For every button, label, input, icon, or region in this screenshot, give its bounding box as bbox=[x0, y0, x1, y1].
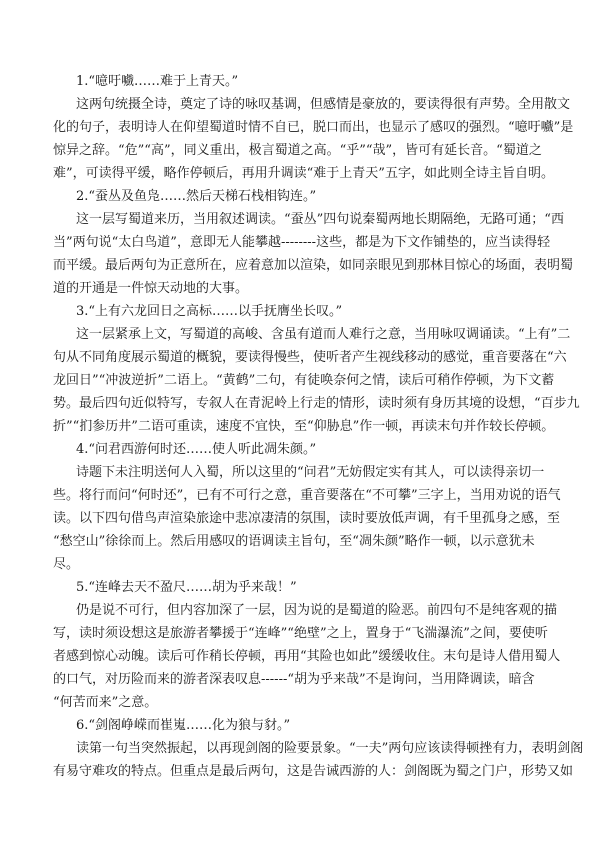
paragraph-line: 读第一句当突然振起，以再现剑阁的险要景象。“一夫”两句应该读得顿挫有力，表明剑阁 bbox=[76, 741, 584, 756]
paragraph-line: 写，读时须设想这是旅游者攀援于“连峰”“绝壁”之上，置身于“飞湍瀑流”之间，要使听 bbox=[53, 626, 548, 641]
section-heading: 6.“剑阁峥嵘而崔嵬……化为狼与豺。” bbox=[76, 718, 291, 733]
paragraph-line: 句从不同角度展示蜀道的概貌，要读得慢些，使听者产生视线移动的感觉，重音要落在“六 bbox=[53, 350, 567, 365]
paragraph-line: 这两句统摄全诗，奠定了诗的咏叹基调，但感情是豪放的，要读得很有声势。全用散文 bbox=[76, 97, 571, 112]
paragraph-line: 仍是说不可行，但内容加深了一层，因为说的是蜀道的险恶。前四句不是纯客观的描 bbox=[76, 603, 558, 618]
section-heading: 5.“连峰去天不盈尺……胡为乎来哉！” bbox=[76, 580, 297, 595]
paragraph-line: 而平缓。最后两句为正意所在，应着意加以渲染，如同亲眼见到那林目惊心的场面，表明蜀 bbox=[53, 258, 574, 273]
paragraph-line: “愁空山”徐徐而上。然后用感叹的语调读主旨句，至“凋朱颜”略作一顿，以示意犹未 bbox=[53, 534, 535, 549]
paragraph-line: 化的句子，表明诗人在仰望蜀道时情不自已，脱口而出，也显示了感叹的强烈。“噫吁嚱”是 bbox=[53, 120, 574, 135]
paragraph-line: 惊异之辞。“危”“高”，同义重出，极言蜀道之高。“乎”“哉”，皆可有延长音。“蜀道之 bbox=[53, 143, 542, 158]
paragraph-line: “何苦而来”之意。 bbox=[53, 695, 158, 710]
paragraph-line: 折”“扪参历井”二语可重读，速度不宜快，至“仰胁息”作一顿，再读末句并作较长停顿。 bbox=[53, 419, 555, 434]
paragraph-line: 道的开通是一件惊天动地的大事。 bbox=[53, 281, 249, 296]
paragraph-line: 难”，可读得平缓，略作停顿后，再用升调读“难于上青天”五字，如此则全诗主旨自明。 bbox=[53, 166, 554, 181]
paragraph-line: 势。最后四句近似特写，专叙人在青泥岭上行走的情形，读时须有身历其境的设想，“百步九 bbox=[53, 396, 580, 411]
paragraph-line: 当”两句说“太白鸟道”，意即无人能攀越--------这些，都是为下文作铺垫的，应当读得轻 bbox=[53, 235, 551, 250]
paragraph-line: 读。以下四句借鸟声渲染旅途中悲凉凄清的氛围，读时要放低声调，有千里孤身之感，至 bbox=[53, 511, 561, 526]
paragraph-line: 这一层紧承上文，写蜀道的高峻、含虽有道而人难行之意，当用咏叹调诵读。“上有”二 bbox=[76, 327, 571, 342]
paragraph-line: 些。将行而问“何时还”，已有不可行之意，重音要落在“不可攀”三字上，当用劝说的语气 bbox=[53, 488, 561, 503]
paragraph-line: 这一层写蜀道来历，当用叙述调读。“蚕丛”四句说秦蜀两地长期隔绝，无路可通；“西 bbox=[76, 212, 564, 227]
paragraph-line: 者感到惊心动魄。读后可作稍长停顿，再用“其险也如此”缓缓收住。末句是诗人借用蜀人 bbox=[53, 649, 561, 664]
section-heading: 2.“蚕丛及鱼凫……然后天梯石栈相钩连。” bbox=[76, 189, 317, 204]
paragraph-line: 诗题下未注明送何人入蜀，所以这里的“问君”无妨假定实有其人，可以读得亲切一 bbox=[76, 465, 545, 480]
section-heading: 1.“噫吁嚱……难于上青天。” bbox=[76, 74, 239, 89]
paragraph-line: 有易守难攻的特点。但重点是最后两句，这是告诫西游的人：剑阁既为蜀之门户，形势又如 bbox=[53, 764, 574, 779]
paragraph-line: 的口气，对历险而来的游者深表叹息------“胡为乎来哉”不是询问，当用降调读，暗含 bbox=[53, 672, 535, 687]
paragraph-line: 尽。 bbox=[53, 557, 80, 572]
paragraph-line: 龙回日”“冲波逆折”二语上。“黄鹤”二句，有徒唤奈何之情，读后可稍作停顿，为下文蓄 bbox=[53, 373, 555, 388]
section-heading: 4.“问君西游何时还……使人听此凋朱颜。” bbox=[76, 442, 317, 457]
section-heading: 3.“上有六龙回日之高标……以手抚膺坐长叹。” bbox=[76, 304, 343, 319]
